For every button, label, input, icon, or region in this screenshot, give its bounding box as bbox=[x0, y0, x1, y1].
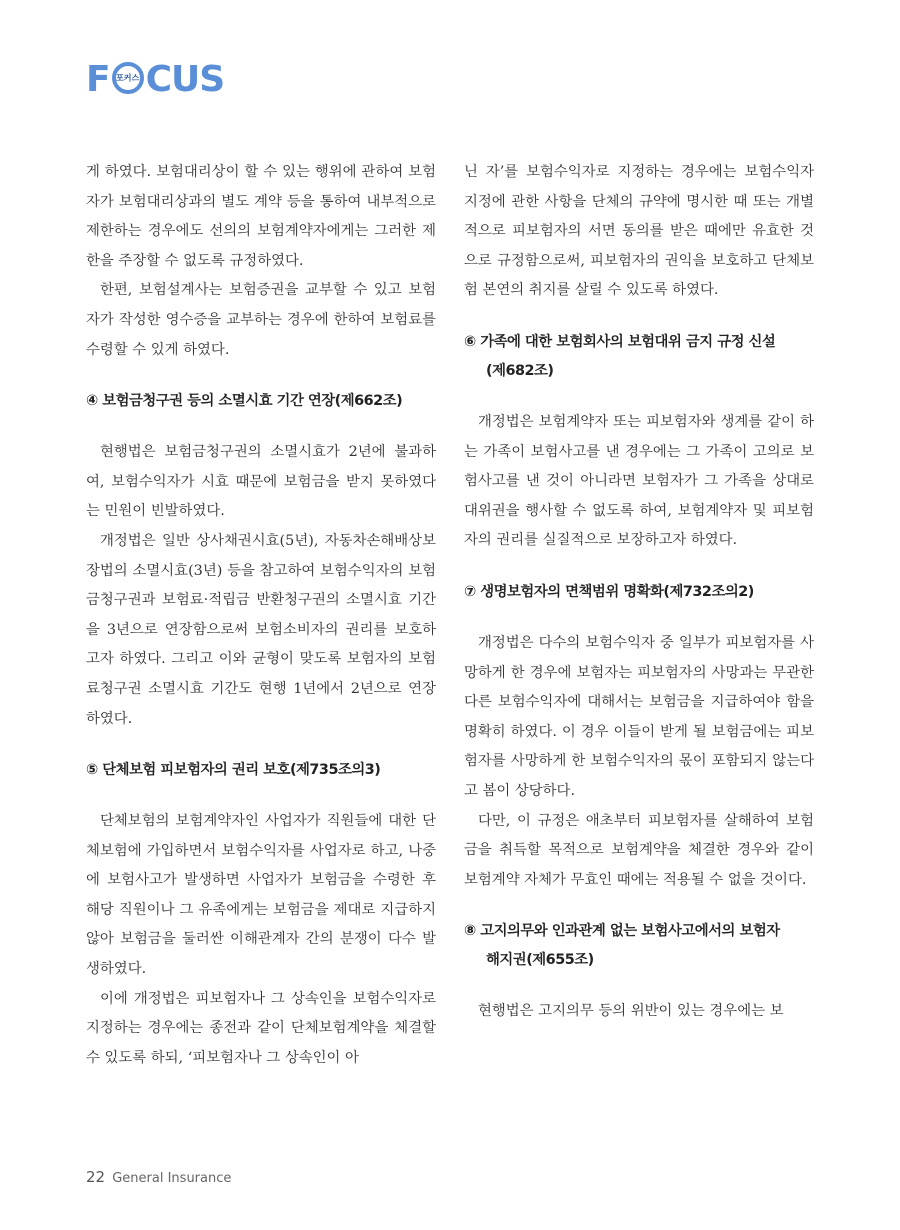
right-paragraph-5: 현행법은 고지의무 등의 위반이 있는 경우에는 보 bbox=[478, 1003, 784, 1020]
focus-logo bbox=[86, 60, 224, 100]
section-heading-8 bbox=[464, 917, 814, 975]
right-column bbox=[464, 158, 814, 1027]
logo-cus: CUS bbox=[145, 59, 225, 100]
right-paragraph-3: 개정법은 다수의 보험수익자 중 일부가 피보험자를 사망하게 한 경우에 보험자는 피보험자의 사망과는 무관한 다른 보험수익자에 대해서는 보험금을 지급하여야 함을 명확히 하였다. 이 경우 이들이 받게 될 보험금에는 피보험자를 사망하게 한 보험수익자의 몫이 포함되지 않는다고 봄이 상당하다. bbox=[464, 634, 814, 799]
magazine-name: General Insurance bbox=[112, 1171, 232, 1186]
left-column bbox=[86, 158, 436, 1073]
logo-o-ring bbox=[112, 62, 144, 94]
section-heading-6 bbox=[464, 328, 814, 386]
section-heading-8-line2: 해지권(제655조) bbox=[486, 952, 594, 969]
section-heading-6-line1: ⑥ 가족에 대한 보험회사의 보험대위 금지 규정 신설 bbox=[464, 333, 776, 350]
section-heading-4: ④ 보험금청구권 등의 소멸시효 기간 연장(제662조) bbox=[86, 393, 403, 410]
right-paragraph-2: 개정법은 보험계약자 또는 피보험자와 생계를 같이 하는 가족이 보험사고를 낸 경우에는 그 가족이 고의로 보험사고를 낸 것이 아니라면 보험자가 그 가족을 상대로 대위권을 행사할 수 없도록 하여, 보험계약자 및 피보험자의 권리를 실질적으로 보장하고자 하였다. bbox=[464, 413, 814, 549]
right-paragraph-4: 다만, 이 규정은 애초부터 피보험자를 살해하여 보험금을 취득할 목적으로 보험계약을 체결한 경우와 같이 보험계약 자체가 무효인 때에는 적용될 수 없을 것이다. bbox=[464, 812, 814, 888]
right-paragraph-1: 닌 자’를 보험수익자로 지정하는 경우에는 보험수익자 지정에 관한 사항을 단체의 규약에 명시한 때 또는 개별적으로 피보험자의 서면 동의를 받은 때에만 유효한 것으로 규정함으로써, 피보험자의 권익을 보호하고 단체보험 본연의 취지를 살릴 수 있도록 하였다. bbox=[464, 164, 814, 299]
left-paragraph-1: 게 하였다. 보험대리상이 할 수 있는 행위에 관하여 보험자가 보험대리상과의 별도 계약 등을 통하여 내부적으로 제한하는 경우에도 선의의 보험계약자에게는 그러한 제한을 주장할 수 없도록 규정하였다. bbox=[86, 164, 436, 269]
page-number: 22 bbox=[86, 1168, 106, 1186]
page-footer bbox=[86, 1168, 231, 1186]
section-heading-6-line2: (제682조) bbox=[486, 362, 554, 379]
left-paragraph-2: 한편, 보험설계사는 보험증권을 교부할 수 있고 보험자가 작성한 영수증을 교부하는 경우에 한하여 보험료를 수령할 수 있게 하였다. bbox=[86, 282, 436, 358]
left-paragraph-3: 현행법은 보험금청구권의 소멸시효가 2년에 불과하여, 보험수익자가 시효 때문에 보험금을 받지 못하였다는 민원이 빈발하였다. bbox=[86, 444, 436, 520]
left-paragraph-5: 단체보험의 보험계약자인 사업자가 직원들에 대한 단체보험에 가입하면서 보험수익자를 사업자로 하고, 나중에 보험사고가 발생하면 사업자가 보험금을 수령한 후 해당 직원이나 그 유족에게는 보험금을 제대로 지급하지 않아 보험금을 둘러싼 이해관계자 간의 분쟁이 다수 발생하였다. bbox=[86, 813, 436, 978]
logo-inner-text: 포커스 bbox=[116, 72, 140, 83]
logo-f: F bbox=[86, 59, 110, 100]
left-paragraph-6: 이에 개정법은 피보험자나 그 상속인을 보험수익자로 지정하는 경우에는 종전과 같이 단체보험계약을 체결할 수 있도록 하되, ‘피보험자나 그 상속인이 아 bbox=[86, 990, 436, 1066]
section-heading-8-line1: ⑧ 고지의무와 인과관계 없는 보험사고에서의 보험자 bbox=[464, 923, 780, 940]
section-heading-7: ⑦ 생명보험자의 면책범위 명확화(제732조의2) bbox=[464, 583, 754, 600]
left-paragraph-4: 개정법은 일반 상사채권시효(5년), 자동차손해배상보장법의 소멸시효(3년) 등을 참고하여 보험수익자의 보험금청구권과 보험료·적립금 반환청구권의 소멸시효 기간을 3년으로 연장함으로써 보험소비자의 권리를 보호하고자 하였다. 그리고 이와 균형이 맞도록 보험자의 보험료청구권 소멸시효 기간도 현행 1년에서 2년으로 연장하였다. bbox=[86, 532, 436, 727]
section-heading-5: ⑤ 단체보험 피보험자의 권리 보호(제735조의3) bbox=[86, 762, 381, 779]
